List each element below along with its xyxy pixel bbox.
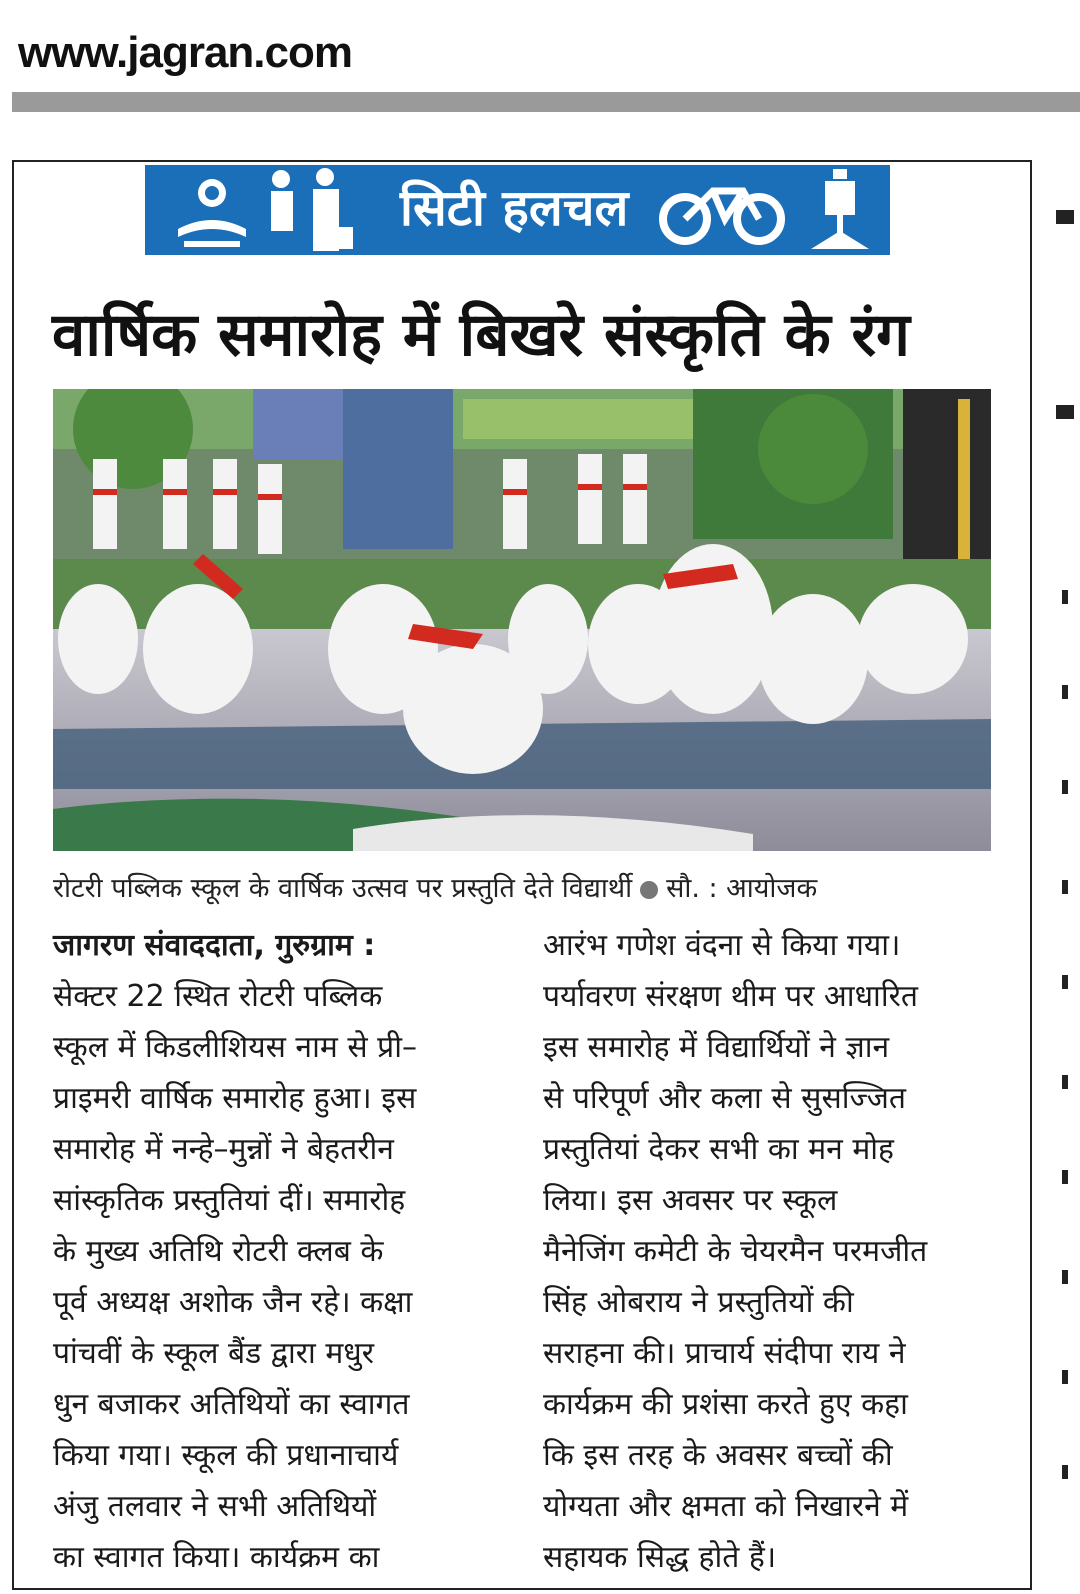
body-line: पांचवीं के स्कूल बैंड द्वारा मधुर <box>53 1336 374 1371</box>
body-line: सिंह ओबराय ने प्रस्तुतियों की <box>543 1285 854 1320</box>
body-line: पूर्व अध्यक्ष अशोक जैन रहे। कक्षा <box>53 1285 413 1320</box>
body-line: इस समारोह में विद्यार्थियों ने ज्ञान <box>543 1030 890 1065</box>
body-line: धुन बजाकर अतिथियों का स्वागत <box>53 1387 410 1422</box>
body-line: योग्यता और क्षमता को निखारने में <box>543 1489 909 1524</box>
body-line: प्रस्तुतियां देकर सभी का मन मोह <box>543 1132 894 1167</box>
body-line: अंजु तलवार ने सभी अतिथियों <box>53 1489 377 1524</box>
body-line: कि इस तरह के अवसर बच्चों की <box>543 1438 893 1473</box>
section-banner <box>145 165 890 255</box>
body-line: सांस्कृतिक प्रस्तुतियां दीं। समारोह <box>53 1183 406 1218</box>
photo-credit: सौ. : आयोजक <box>666 873 818 904</box>
body-line: प्राइमरी वार्षिक समारोह हुआ। इस <box>53 1081 417 1116</box>
article-headline: वार्षिक समारोह में बिखरे संस्कृति के रंग <box>52 300 910 370</box>
photo-caption: रोटरी पब्लिक स्कूल के वार्षिक उत्सव पर प्रस्तुति देते विद्यार्थी <box>53 873 633 904</box>
site-url[interactable]: www.jagran.com <box>18 28 353 77</box>
body-line: सराहना की। प्राचार्य संदीपा राय ने <box>543 1336 906 1371</box>
body-line: पर्यावरण संरक्षण थीम पर आधारित <box>543 979 918 1014</box>
body-line: किया गया। स्कूल की प्रधानाचार्य <box>53 1438 399 1473</box>
article-body-right <box>543 920 1008 1583</box>
bicycle-icon <box>655 177 790 247</box>
body-line: सहायक सिद्ध होते हैं। <box>543 1540 777 1575</box>
adjacent-column-edge <box>1036 160 1080 1594</box>
body-line: कार्यक्रम की प्रशंसा करते हुए कहा <box>543 1387 908 1422</box>
body-line: सेक्टर 22 स्थित रोटरी पब्लिक <box>53 979 383 1014</box>
lamp-icon <box>805 165 875 255</box>
header-rule <box>12 92 1080 112</box>
body-line: से परिपूर्ण और कला से सुसज्जित <box>543 1081 907 1116</box>
body-line: का स्वागत किया। कार्यक्रम का <box>53 1540 380 1575</box>
bullet-icon <box>640 881 658 899</box>
section-title: सिटी हलचल <box>400 179 629 237</box>
family-icon <box>263 167 358 253</box>
body-line: के मुख्य अतिथि रोटरी क्लब के <box>53 1234 384 1269</box>
article-body-left <box>53 920 493 1583</box>
body-line: मैनेजिंग कमेटी के चेयरमैन परमजीत <box>543 1234 928 1269</box>
body-line: स्कूल में किडलीशियस नाम से प्री– <box>53 1030 417 1065</box>
byline: जागरण संवाददाता, गुरुग्राम : <box>53 928 376 963</box>
article-photo <box>53 389 991 851</box>
photo-caption-line <box>53 868 1013 910</box>
body-line: समारोह में नन्हे–मुन्नों ने बेहतरीन <box>53 1132 394 1167</box>
body-line: लिया। इस अवसर पर स्कूल <box>543 1183 838 1218</box>
body-line: आरंभ गणेश वंदना से किया गया। <box>543 928 901 963</box>
reading-person-icon <box>170 171 255 251</box>
